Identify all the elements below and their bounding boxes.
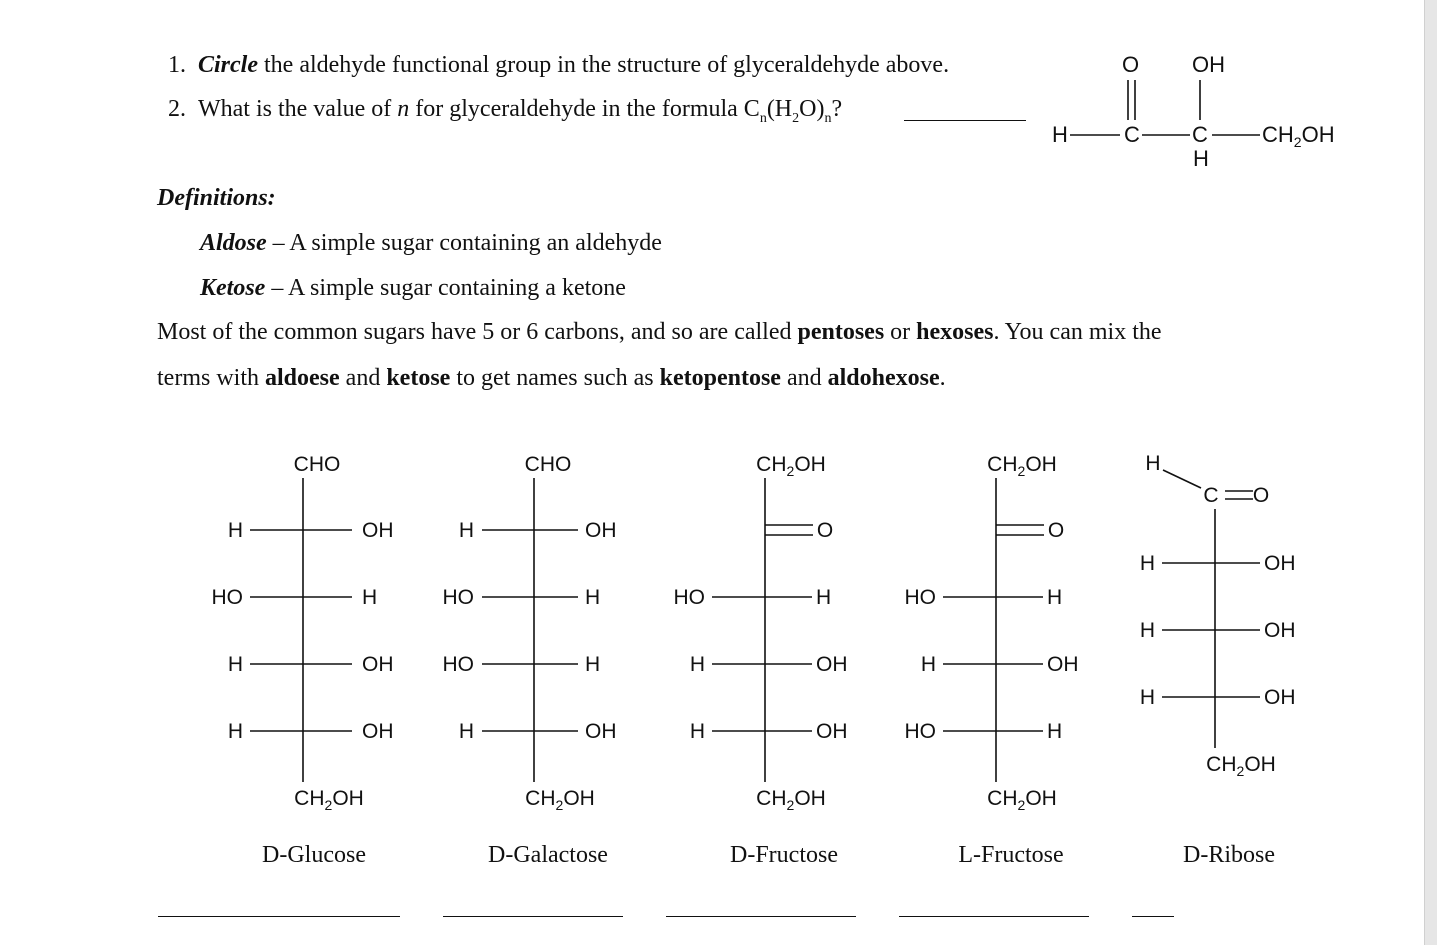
subscript: n <box>759 110 767 126</box>
top-group: $CH_2OH$ <box>756 453 826 479</box>
bottom-group: $CH_2OH$ <box>1206 753 1276 779</box>
subscript: 2 <box>792 110 800 126</box>
left-substituent: H <box>1139 619 1155 642</box>
question-2 <box>168 96 842 127</box>
carbon-atom: C <box>1124 122 1140 147</box>
right-substituent: H <box>362 586 378 609</box>
right-substituent: OH <box>362 519 394 542</box>
right-substituent: OH <box>816 720 848 743</box>
right-substituent: OH <box>1264 686 1296 709</box>
sugar-name-d-glucose: D-Glucose <box>262 842 366 868</box>
question-mark: ? <box>831 96 843 122</box>
sugar-name-d-ribose: D-Ribose <box>1183 842 1275 868</box>
carbon-atom: C <box>1192 122 1208 147</box>
left-substituent: H <box>689 653 705 676</box>
top-group: CHO <box>293 453 341 476</box>
left-substituent: H <box>458 519 474 542</box>
bottom-group: $CH_2OH$ <box>525 787 595 813</box>
top-group: CHO <box>524 453 572 476</box>
left-substituent: HO <box>442 586 474 609</box>
term: Ketose <box>200 275 266 301</box>
question-text: the aldehyde functional group in the structure of glyceraldehyde above. <box>258 52 950 78</box>
term: Aldose <box>200 230 267 256</box>
left-substituent: H <box>227 653 243 676</box>
sugar-name-d-galactose: D-Galactose <box>488 842 608 868</box>
oxygen-atom: O <box>1252 484 1270 507</box>
variable-n: n <box>397 96 410 122</box>
right-substituent: OH <box>1047 653 1079 676</box>
right-substituent: H <box>1047 720 1063 743</box>
hydroxyl-group: OH <box>1192 52 1225 77</box>
left-substituent: H <box>1139 552 1155 575</box>
h-atom: H <box>1145 452 1161 475</box>
left-substituent: H <box>689 720 705 743</box>
bond <box>1163 470 1201 488</box>
ch2oh-group: $CH_2OH$ <box>1262 122 1335 150</box>
question-text: for glyceraldehyde in the formula C <box>409 96 760 122</box>
paragraph-line-1: Most of the common sugars have 5 or 6 carbons, and so are called pentoses or hexoses. You can mix the <box>157 319 1162 345</box>
question-1 <box>168 52 949 79</box>
sugar-name-d-fructose: D-Fructose <box>730 842 838 868</box>
answer-blank-5[interactable] <box>1132 916 1174 917</box>
h-atom: H <box>1052 122 1068 147</box>
left-substituent: H <box>1139 686 1155 709</box>
right-substituent: OH <box>816 653 848 676</box>
definition-text: – A simple sugar containing an aldehyde <box>266 230 662 256</box>
question-number: 1. <box>168 52 186 78</box>
left-substituent: H <box>227 720 243 743</box>
scrollbar[interactable] <box>1424 0 1437 945</box>
definitions-heading: Definitions: <box>157 185 276 211</box>
right-substituent: OH <box>1264 552 1296 575</box>
question-text: What is the value of <box>198 96 398 122</box>
glyceraldehyde-structure <box>1040 44 1370 174</box>
oxygen-atom: O <box>816 519 834 542</box>
right-substituent: OH <box>1264 619 1296 642</box>
bottom-group: $CH_2OH$ <box>756 787 826 813</box>
answer-blank-2[interactable] <box>443 916 623 917</box>
right-substituent: H <box>585 653 601 676</box>
right-substituent: OH <box>585 720 617 743</box>
answer-blank-3[interactable] <box>666 916 856 917</box>
left-substituent: HO <box>904 586 936 609</box>
oxygen-atom: O <box>1047 519 1065 542</box>
h-atom: H <box>1193 146 1209 171</box>
bottom-group: $CH_2OH$ <box>987 787 1057 813</box>
formula-part: (H <box>766 96 793 122</box>
right-substituent: OH <box>362 653 394 676</box>
question-number: 2. <box>168 96 186 122</box>
left-substituent: H <box>920 653 936 676</box>
fischer-projections <box>0 440 1420 840</box>
definition-text: – A simple sugar containing a ketone <box>265 275 626 301</box>
left-substituent: H <box>458 720 474 743</box>
subscript: n <box>824 110 832 126</box>
paragraph-line-2: terms with aldoese and ketose to get names such as ketopentose and aldohexose. <box>157 365 946 391</box>
right-substituent: OH <box>362 720 394 743</box>
sugar-name-l-fructose: L-Fructose <box>958 842 1064 868</box>
left-substituent: HO <box>442 653 474 676</box>
definition-aldose <box>200 230 662 257</box>
left-substituent: HO <box>673 586 705 609</box>
left-substituent: H <box>227 519 243 542</box>
answer-blank-n[interactable] <box>904 120 1026 121</box>
circle-emphasis: Circle <box>198 52 258 78</box>
formula-part: O) <box>799 96 825 122</box>
definition-ketose <box>200 275 626 302</box>
right-substituent: H <box>1047 586 1063 609</box>
top-group: $CH_2OH$ <box>987 453 1057 479</box>
left-substituent: HO <box>211 586 243 609</box>
carbon-atom: C <box>1203 484 1219 507</box>
right-substituent: OH <box>585 519 617 542</box>
answer-blank-1[interactable] <box>158 916 400 917</box>
right-substituent: H <box>585 586 601 609</box>
answer-blank-4[interactable] <box>899 916 1089 917</box>
oxygen-atom: O <box>1122 52 1140 77</box>
right-substituent: H <box>816 586 832 609</box>
left-substituent: HO <box>904 720 936 743</box>
bottom-group: $CH_2OH$ <box>294 787 364 813</box>
